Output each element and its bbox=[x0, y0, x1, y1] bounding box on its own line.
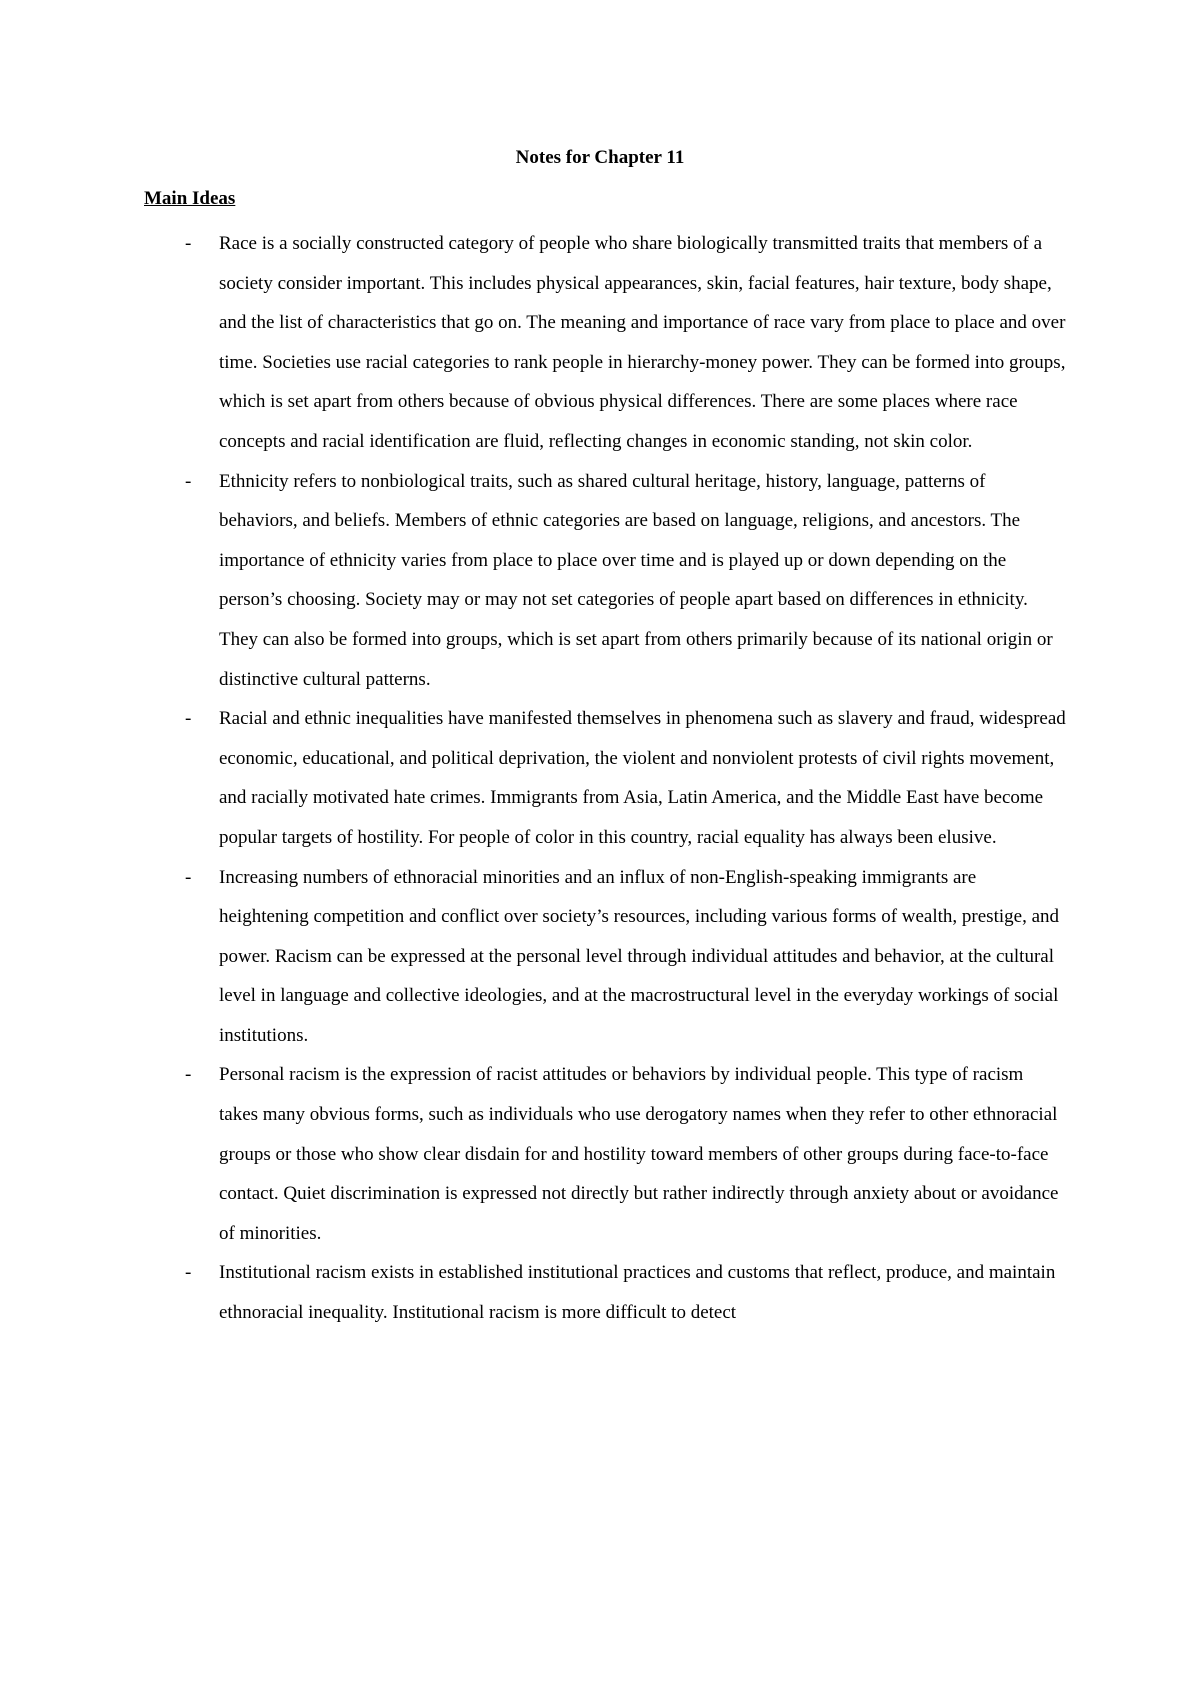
bullet-dash: - bbox=[185, 1064, 192, 1086]
list-item bbox=[144, 1253, 1066, 1332]
main-ideas-list bbox=[144, 224, 1066, 1333]
bullet-dash: - bbox=[185, 866, 192, 888]
bullet-text: Increasing numbers of ethnoracial minorities and an influx of non-English-speaking immigrants are heightening competition and conflict over society’s resources, including various forms of wealth, prestige, and power. Racism can be expressed at the personal level through individual attitudes and behavior, at the cultural level in language and collective ideologies, and at the macrostructural level in the everyday workings of social institutions. bbox=[219, 866, 1059, 1046]
bullet-text: Racial and ethnic inequalities have manifested themselves in phenomena such as slavery and fraud, widespread economic, educational, and political deprivation, the violent and nonviolent protests of civil rights movement, and racially motivated hate crimes. Immigrants from Asia, Latin America, and the Middle East have become popular targets of hostility. For people of color in this country, racial equality has always been elusive. bbox=[219, 708, 1066, 848]
bullet-dash: - bbox=[185, 233, 192, 254]
bullet-text: Race is a socially constructed category of people who share biologically transmitted traits that members of a society consider important. This includes physical appearances, skin, facial features, hair texture, body shape, and the list of characteristics that go on. The meaning and importance of race vary from place to place and over time. Societies use racial categories to rank people in hierarchy-money power. They can be formed into groups, which is set apart from others because of obvious physical differences. There are some places where race concepts and racial identification are fluid, reflecting changes in economic standing, not skin color. bbox=[219, 233, 1066, 452]
list-item bbox=[144, 858, 1066, 1056]
list-item bbox=[144, 1055, 1066, 1253]
list-item bbox=[144, 462, 1066, 700]
bullet-text: Institutional racism exists in established institutional practices and customs that reflect, produce, and maintain ethnoracial inequality. Institutional racism is more difficult to detect bbox=[219, 1262, 1056, 1324]
bullet-text: Ethnicity refers to nonbiological traits, such as shared cultural heritage, history, language, patterns of behaviors, and beliefs. Members of ethnic categories are based on language, religions, and ancestors. The importance of ethnicity varies from place to place over time and is played up or down depending on the person’s choosing. Society may or may not set categories of people apart based on differences in ethnicity. They can also be formed into groups, which is set apart from others primarily because of its national origin or distinctive cultural patterns. bbox=[219, 470, 1053, 690]
bullet-text: Personal racism is the expression of racist attitudes or behaviors by individual people. This type of racism takes many obvious forms, such as individuals who use derogatory names when they refer to other ethnoracial groups or those who show clear disdain for and hostility toward members of other groups during face-to-face contact. Quiet discrimination is expressed not directly but rather indirectly through anxiety about or avoidance of minorities. bbox=[219, 1064, 1059, 1244]
list-item bbox=[144, 224, 1066, 462]
list-item bbox=[144, 699, 1066, 857]
bullet-dash: - bbox=[185, 1262, 192, 1284]
bullet-dash: - bbox=[185, 470, 192, 492]
document-title: Notes for Chapter 11 bbox=[515, 147, 685, 168]
section-heading-main-ideas: Main Ideas bbox=[144, 188, 236, 209]
bullet-dash: - bbox=[185, 708, 192, 730]
